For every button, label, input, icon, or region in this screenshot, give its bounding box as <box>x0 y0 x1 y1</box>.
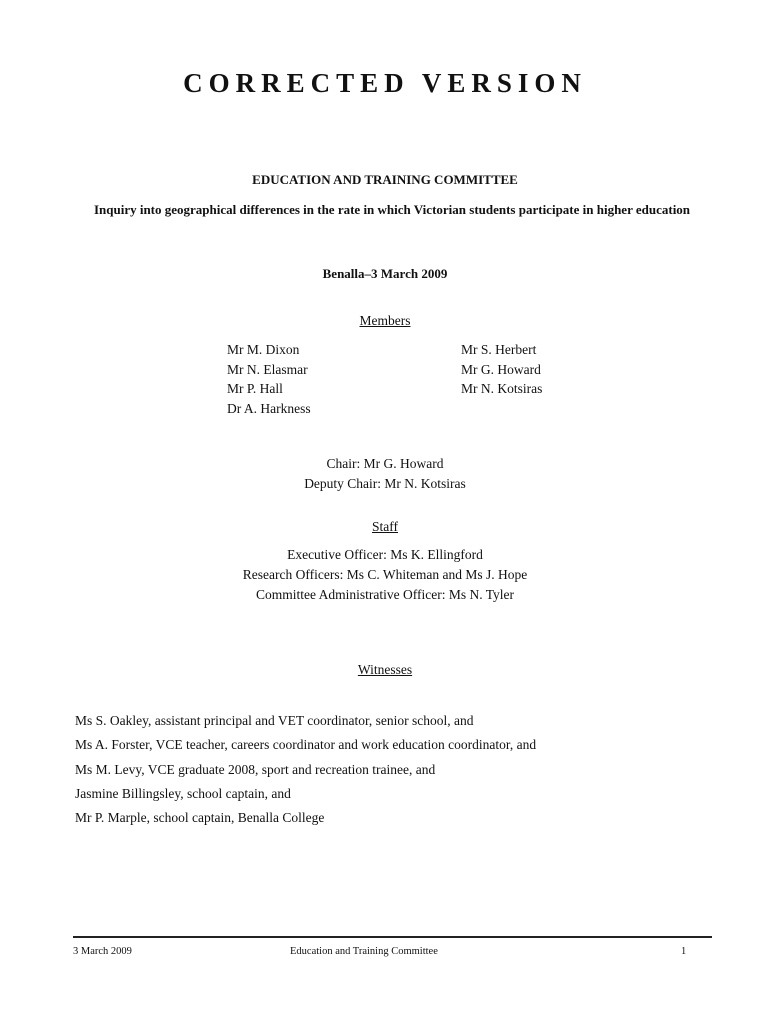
hearing-dateline: Benalla–3 March 2009 <box>322 266 448 281</box>
chair-line: Chair: Mr G. Howard <box>326 456 444 471</box>
member-name: Mr S. Herbert <box>461 342 537 357</box>
inquiry-title: Inquiry into geographical differences in the rate in which Victorian students participate in higher education <box>93 202 691 217</box>
page-number: 1 <box>681 946 687 957</box>
witnesses-section <box>0 661 770 679</box>
footer-committee: Education and Training Committee <box>290 946 438 957</box>
staff-line: Executive Officer: Ms K. Ellingford <box>287 547 483 562</box>
member-name: Dr A. Harkness <box>227 400 311 416</box>
deputy-chair-line: Deputy Chair: Mr N. Kotsiras <box>304 476 466 491</box>
witnesses-title: Witnesses <box>357 662 413 677</box>
chair-block <box>0 454 770 494</box>
members-left-column <box>227 340 311 418</box>
witness-line: Ms A. Forster, VCE teacher, careers coordinator and work education coordinator, and <box>75 737 537 753</box>
member-name: Mr N. Kotsiras <box>461 381 543 396</box>
staff-line: Research Officers: Ms C. Whiteman and Ms J. Hope <box>242 567 528 582</box>
staff-section <box>0 518 770 536</box>
footer-date: 3 March 2009 <box>73 946 132 957</box>
members-section <box>0 312 770 330</box>
witness-line: Ms M. Levy, VCE graduate 2008, sport and recreation trainee, and <box>75 761 436 777</box>
member-name: Mr G. Howard <box>461 361 541 377</box>
member-name: Mr N. Elasmar <box>227 361 308 377</box>
document-heading: CORRECTED VERSION <box>183 68 587 98</box>
witness-line: Ms S. Oakley, assistant principal and VET coordinator, senior school, and <box>75 713 474 728</box>
member-name: Mr M. Dixon <box>227 342 300 357</box>
witness-line: Jasmine Billingsley, school captain, and <box>75 785 291 801</box>
witness-list <box>75 709 536 830</box>
staff-title: Staff <box>372 519 398 534</box>
staff-line: Committee Administrative Officer: Ms N. Tyler <box>255 587 515 602</box>
member-name: Mr P. Hall <box>227 381 283 396</box>
footer-divider <box>73 936 712 938</box>
members-right-column <box>461 340 542 399</box>
witness-line: Mr P. Marple, school captain, Benalla College <box>75 810 325 826</box>
staff-list <box>0 545 770 605</box>
members-title: Members <box>359 313 411 328</box>
committee-name: EDUCATION AND TRAINING COMMITTEE <box>252 172 518 187</box>
